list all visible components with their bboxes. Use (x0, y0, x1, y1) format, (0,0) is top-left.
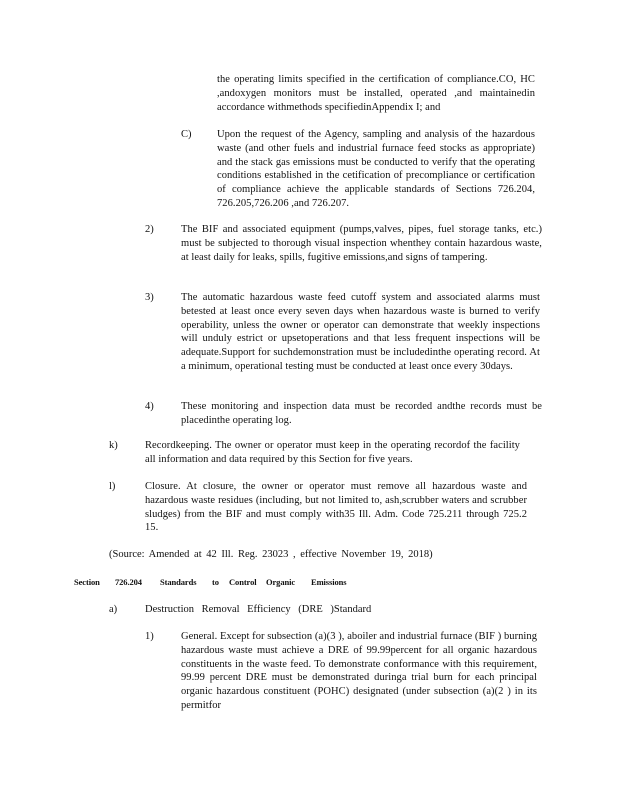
item-4-text: These monitoring and inspection data must be recorded andthe records must be placedinthe operating log. (181, 401, 542, 426)
section-title-word-5: Emissions (311, 577, 347, 587)
section-title-word-4: Organic (266, 577, 296, 587)
item-2-label: 2) (145, 224, 154, 235)
section-title-word-2: to (212, 577, 219, 587)
item-2-text: The BIF and associated equipment (pumps,valves, pipes, fuel storage tanks, etc.) must be subjected to thorough visual inspection whenthey contain hazardous waste, at least daily for leaks, spills, fugitive emissions,and signs of tampering. (181, 224, 542, 263)
item-l-text: Closure. At closure, the owner or operator must remove all hazardous waste and hazardous waste residues (including, but not limited to, ash,scrubber waters and scrubber sludges) from the BIF and must comply with35 Ill. Adm. Code 725.211 through 725.2 15. (145, 481, 527, 534)
item-3-text: The automatic hazardous waste feed cutoff system and associated alarms must betested at least once every seven days when hazardous waste is burned to verify operability, unless the owner or operator can demonstrate that weekly inspections will unduly estrict or upsetoperations and that less frequent inspections will be adequate.Support for suchdemonstration must be includedinthe operating record. At a minimum, operational testing must be conducted at least once every 30days. (181, 292, 540, 372)
section-title-word-1: Standards (160, 577, 197, 587)
item-a1-text: General. Except for subsection (a)(3 ), aboiler and industrial furnace (BIF ) burning hazardous waste must achieve a DRE of 99.99percent for all organic hazardous constituents in the waste feed. To demonstrate conformance with this requirement, 99.99 percent DRE must be demonstrated duringa trial burn for each principal organic hazardous constituent (POHC) designated (under subsection (a)(2 ) in its permitfor (181, 631, 537, 711)
source-note: (Source: Amended at 42 Ill. Reg. 23023 , effective November 19, 2018) (109, 549, 433, 560)
item-a-text: Destruction Removal Efficiency (DRE )Standard (145, 604, 372, 615)
section-title-word-3: Control (229, 577, 257, 587)
item-a1-label: 1) (145, 631, 154, 642)
paragraph-operating-limits: the operating limits specified in the certification of compliance.CO, HC ,andoxygen monitors must be installed, operated ,and maintainedin accordance withmethods specifiedinAppendix I; and (217, 74, 535, 113)
section-word: Section (74, 577, 100, 587)
item-3-label: 3) (145, 292, 154, 303)
item-k-text: Recordkeeping. The owner or operator must keep in the operating recordof the facility all information and data required by this Section for five years. (145, 440, 520, 465)
item-k-label: k) (109, 440, 118, 451)
section-number: 726.204 (115, 577, 142, 587)
item-4-label: 4) (145, 401, 154, 412)
item-c-label: C) (181, 129, 192, 140)
section-heading (74, 576, 374, 590)
item-c-text: Upon the request of the Agency, sampling and analysis of the hazardous waste (and other fuels and industrial furnace feed stocks as appropriate) and the stack gas emissions must be conducted to verify that the operating conditions established in the cetification of precompliance or certification of compliance achieve the applicable standards of Sections 726.204, 726.205,726.206 ,and 726.207. (217, 129, 535, 209)
item-l-label: l) (109, 481, 116, 492)
item-a-label: a) (109, 604, 118, 615)
